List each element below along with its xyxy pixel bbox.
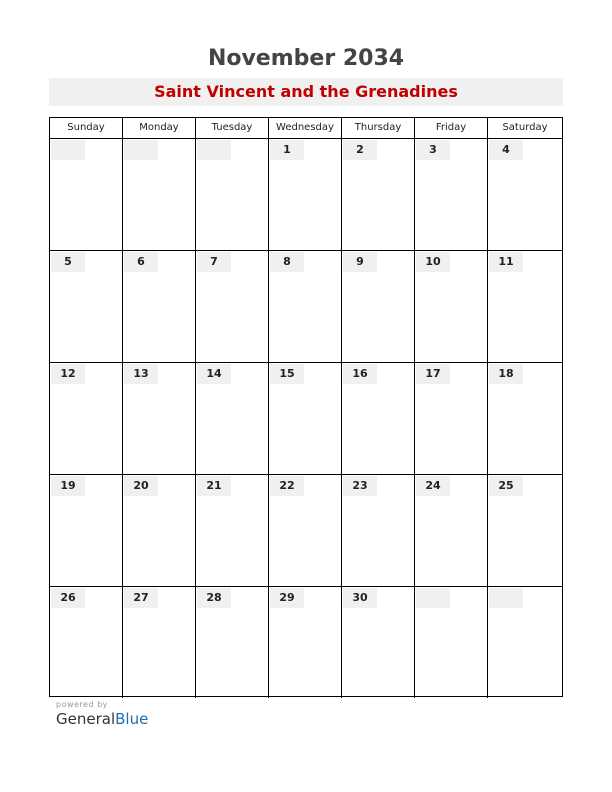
- day-cell: [50, 363, 123, 474]
- day-number: 11: [489, 252, 523, 272]
- week-row: [50, 251, 562, 363]
- brand-general: General: [56, 710, 116, 728]
- day-cell: [488, 139, 562, 250]
- day-number: 28: [197, 588, 231, 608]
- day-cell: [196, 251, 269, 362]
- weekday-tuesday: Tuesday: [196, 118, 269, 138]
- day-cell: [488, 363, 562, 474]
- day-number: 20: [124, 476, 158, 496]
- day-number: [416, 588, 450, 608]
- day-number: 5: [51, 252, 85, 272]
- day-number: 27: [124, 588, 158, 608]
- day-number: 21: [197, 476, 231, 496]
- page-title: November 2034: [207, 46, 405, 71]
- day-number: 19: [51, 476, 85, 496]
- day-number: 15: [270, 364, 304, 384]
- day-cell: [123, 475, 196, 586]
- powered-by-text: powered by: [56, 700, 108, 709]
- weekday-header-row: [50, 118, 562, 139]
- day-cell: [488, 587, 562, 698]
- day-number: 29: [270, 588, 304, 608]
- day-cell: [196, 363, 269, 474]
- day-cell: [488, 251, 562, 362]
- day-number: 1: [270, 140, 304, 160]
- brand-blue: Blue: [115, 710, 149, 728]
- day-cell: [269, 475, 342, 586]
- brand-logo: [56, 710, 148, 728]
- day-number: 4: [489, 140, 523, 160]
- day-cell: [50, 139, 123, 250]
- day-number: 26: [51, 588, 85, 608]
- day-cell: [342, 475, 415, 586]
- day-number: 18: [489, 364, 523, 384]
- day-cell: [50, 587, 123, 698]
- day-cell: [269, 251, 342, 362]
- day-cell: [123, 363, 196, 474]
- day-number: 8: [270, 252, 304, 272]
- weekday-wednesday: Wednesday: [269, 118, 342, 138]
- day-number: [124, 140, 158, 160]
- day-number: 25: [489, 476, 523, 496]
- day-number: 30: [343, 588, 377, 608]
- day-cell: [488, 475, 562, 586]
- day-number: 10: [416, 252, 450, 272]
- day-cell: [342, 251, 415, 362]
- day-cell: [196, 139, 269, 250]
- country-banner: Saint Vincent and the Grenadines: [49, 78, 563, 106]
- day-cell: [415, 251, 488, 362]
- week-row: [50, 587, 562, 699]
- day-cell: [50, 251, 123, 362]
- day-cell: [123, 587, 196, 698]
- day-cell: [196, 587, 269, 698]
- day-cell: [415, 587, 488, 698]
- day-cell: [123, 139, 196, 250]
- day-number: 7: [197, 252, 231, 272]
- week-row: [50, 139, 562, 251]
- day-number: 14: [197, 364, 231, 384]
- footer: [56, 700, 148, 728]
- day-number: 9: [343, 252, 377, 272]
- day-cell: [415, 139, 488, 250]
- weekday-sunday: Sunday: [50, 118, 123, 138]
- day-cell: [415, 363, 488, 474]
- weekday-monday: Monday: [123, 118, 196, 138]
- weekday-thursday: Thursday: [342, 118, 415, 138]
- day-number: [51, 140, 85, 160]
- day-number: 24: [416, 476, 450, 496]
- day-number: 12: [51, 364, 85, 384]
- day-number: 23: [343, 476, 377, 496]
- day-cell: [342, 363, 415, 474]
- day-number: 13: [124, 364, 158, 384]
- day-number: 17: [416, 364, 450, 384]
- day-cell: [269, 139, 342, 250]
- day-cell: [342, 587, 415, 698]
- day-number: 22: [270, 476, 304, 496]
- day-number: 16: [343, 364, 377, 384]
- day-cell: [269, 587, 342, 698]
- day-cell: [196, 475, 269, 586]
- day-number: [489, 588, 523, 608]
- day-number: 2: [343, 140, 377, 160]
- weekday-saturday: Saturday: [502, 122, 548, 133]
- week-row: [50, 363, 562, 475]
- day-cell: [50, 475, 123, 586]
- day-cell: [415, 475, 488, 586]
- day-number: 3: [416, 140, 450, 160]
- day-number: 6: [124, 252, 158, 272]
- calendar-grid: [49, 117, 563, 697]
- day-cell: [342, 139, 415, 250]
- day-cell: [269, 363, 342, 474]
- day-number: [197, 140, 231, 160]
- day-cell: [123, 251, 196, 362]
- week-row: [50, 475, 562, 587]
- weekday-friday: Friday: [415, 118, 488, 138]
